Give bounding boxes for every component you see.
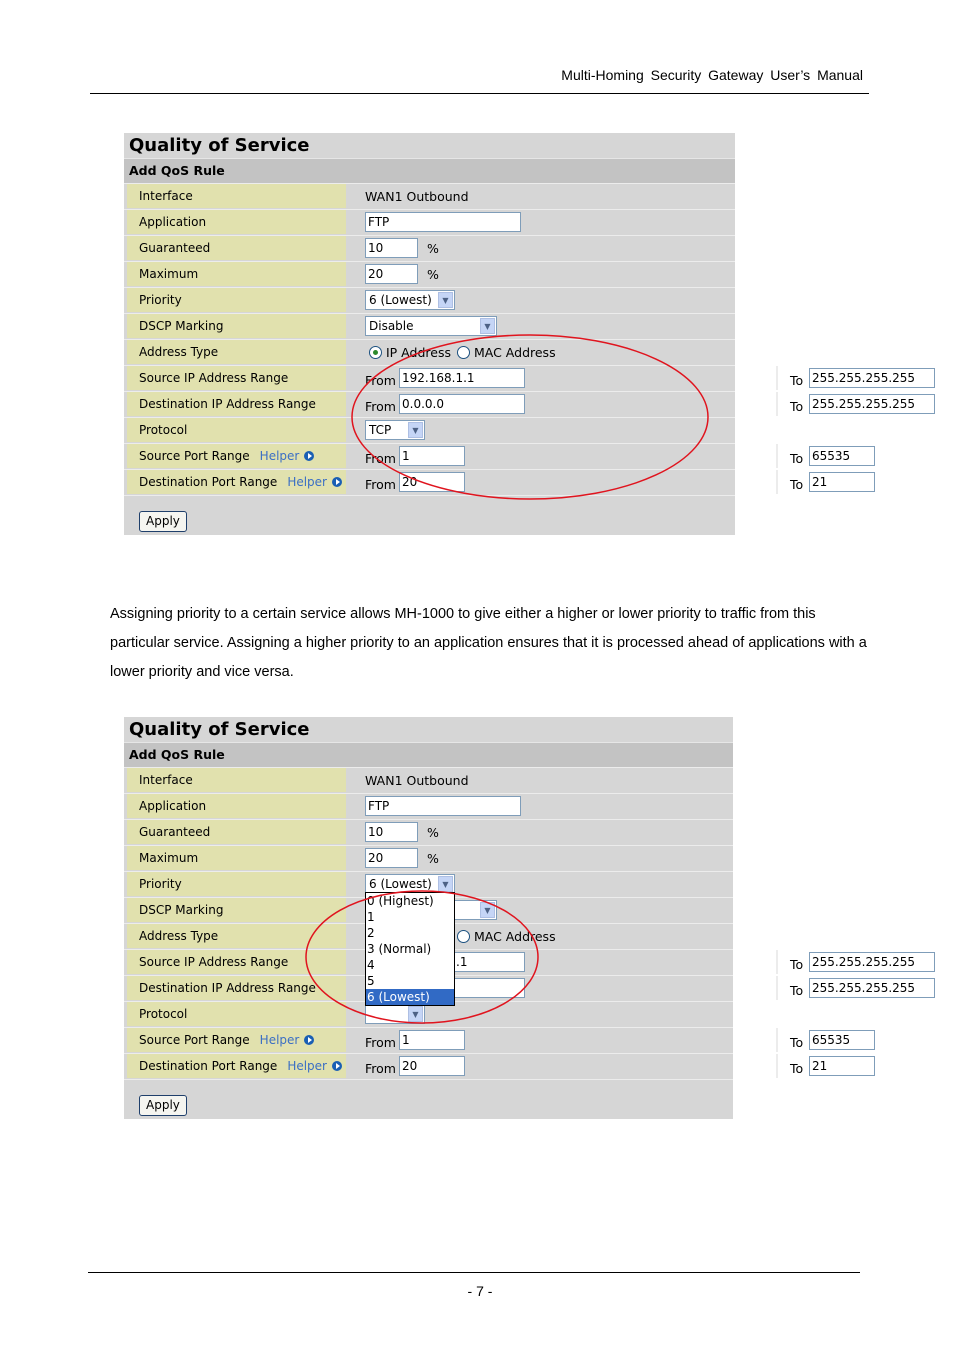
label-source-port <box>127 444 346 468</box>
label-interface: Interface <box>127 768 346 792</box>
column-separator <box>776 392 778 416</box>
dest-port-to-input[interactable]: 21 <box>809 1056 875 1076</box>
dest-ip-to-input[interactable]: 255.255.255.255 <box>809 978 935 998</box>
label-guaranteed: Guaranteed <box>127 820 346 844</box>
label-maximum: Maximum <box>127 846 346 870</box>
source-port-to-input[interactable]: 65535 <box>809 1030 875 1050</box>
source-port-from-input[interactable]: 1 <box>399 1030 465 1050</box>
label-priority: Priority <box>127 288 346 312</box>
label-protocol: Protocol <box>127 1002 346 1026</box>
dropdown-option[interactable]: 3 (Normal) <box>367 942 432 956</box>
apply-area <box>124 1079 733 1119</box>
protocol-select[interactable] <box>365 420 425 440</box>
label-application: Application <box>127 794 346 818</box>
dropdown-option-selected[interactable]: 6 (Lowest) <box>366 989 454 1005</box>
label-dscp: DSCP Marking <box>127 898 346 922</box>
manual-header-title: Multi-Homing Security Gateway User’s Manual <box>561 67 863 83</box>
label-dest-ip: Destination IP Address Range <box>127 392 346 416</box>
dropdown-option[interactable]: 4 <box>367 958 375 972</box>
apply-area <box>124 495 735 535</box>
source-port-to-input[interactable]: 65535 <box>809 446 875 466</box>
helper-link[interactable]: Helper <box>259 449 300 463</box>
label-priority: Priority <box>127 872 346 896</box>
to-label: To <box>790 1035 804 1050</box>
maximum-input[interactable]: 20 <box>365 848 418 868</box>
application-input[interactable]: FTP <box>365 796 521 816</box>
from-label: From <box>365 451 396 466</box>
panel-subtitle: Add QoS Rule <box>124 742 733 767</box>
radio-unselected-icon[interactable] <box>457 346 470 359</box>
radio-mac-address[interactable] <box>457 345 556 360</box>
dscp-select[interactable] <box>365 316 497 336</box>
radio-selected-icon[interactable] <box>369 346 382 359</box>
row-dest-ip <box>124 391 916 417</box>
percent-label: % <box>427 267 439 282</box>
dest-port-from-input[interactable]: 20 <box>399 1056 465 1076</box>
arrow-circle-icon[interactable] <box>332 477 342 487</box>
dest-port-label-text: Destination Port Range <box>139 1059 278 1073</box>
label-source-ip: Source IP Address Range <box>127 950 346 974</box>
page-number: - 7 - <box>467 1283 493 1299</box>
row-application <box>124 209 735 235</box>
row-dscp <box>124 313 735 339</box>
interface-value: WAN1 Outbound <box>365 773 469 788</box>
helper-link[interactable]: Helper <box>287 475 327 489</box>
chevron-down-icon[interactable]: ▼ <box>480 318 495 334</box>
radio-ip-address[interactable] <box>369 345 451 360</box>
label-dest-port <box>127 1054 346 1078</box>
from-label: From <box>365 1035 396 1050</box>
panel-title: Quality of Service <box>124 133 735 158</box>
column-separator <box>776 1028 778 1052</box>
label-address-type: Address Type <box>127 340 346 364</box>
to-label: To <box>790 451 804 466</box>
body-paragraph: Assigning priority to a certain service allows MH-1000 to give either a higher or lower priority to traffic from this particular service. Assigning a higher priority to an application ensures that it is processed ahead of applications with a lower priority and vice versa. <box>110 606 867 680</box>
priority-selected-value: 6 (Lowest) <box>369 293 432 307</box>
dest-port-from-input[interactable]: 20 <box>399 472 465 492</box>
dest-ip-to-input[interactable]: 255.255.255.255 <box>809 394 935 414</box>
qos-panel-2 <box>124 717 916 1119</box>
row-source-port <box>124 1027 851 1053</box>
row-guaranteed <box>124 235 735 261</box>
chevron-down-icon[interactable]: ▼ <box>438 876 453 892</box>
arrow-circle-icon[interactable] <box>304 451 314 461</box>
protocol-selected-value: TCP <box>369 423 392 437</box>
footer-rule <box>88 1272 860 1273</box>
maximum-input[interactable]: 20 <box>365 264 418 284</box>
column-separator <box>776 1054 778 1078</box>
dropdown-option[interactable]: 0 (Highest) <box>367 894 434 908</box>
to-label: To <box>790 1061 804 1076</box>
radio-mac-address[interactable] <box>457 929 556 944</box>
column-separator <box>776 950 778 974</box>
from-label: From <box>365 373 396 388</box>
dest-port-label-text: Destination Port Range <box>139 475 278 489</box>
guaranteed-input[interactable]: 10 <box>365 238 418 258</box>
dropdown-option[interactable]: 1 <box>367 910 375 924</box>
source-port-from-input[interactable]: 1 <box>399 446 465 466</box>
application-input[interactable]: FTP <box>365 212 521 232</box>
label-dest-ip: Destination IP Address Range <box>127 976 346 1000</box>
to-label: To <box>790 399 804 414</box>
label-maximum: Maximum <box>127 262 346 286</box>
row-source-port <box>124 443 851 469</box>
from-label: From <box>365 477 396 492</box>
chevron-down-icon[interactable]: ▼ <box>408 1006 423 1022</box>
source-port-label-text: Source Port Range <box>139 1033 250 1047</box>
priority-select[interactable] <box>365 874 455 894</box>
source-ip-to-input[interactable]: 255.255.255.255 <box>809 368 935 388</box>
guaranteed-input[interactable]: 10 <box>365 822 418 842</box>
arrow-circle-icon[interactable] <box>304 1035 314 1045</box>
from-label: From <box>365 399 396 414</box>
label-dest-port <box>127 470 346 494</box>
row-guaranteed <box>124 819 733 845</box>
label-source-ip: Source IP Address Range <box>127 366 346 390</box>
panel-subtitle: Add QoS Rule <box>124 158 735 183</box>
percent-label: % <box>427 241 439 256</box>
helper-link[interactable]: Helper <box>287 1059 327 1073</box>
from-label: From <box>365 1061 396 1076</box>
label-protocol: Protocol <box>127 418 346 442</box>
column-separator <box>776 444 778 468</box>
row-source-ip <box>124 365 916 391</box>
source-ip-to-input[interactable]: 255.255.255.255 <box>809 952 935 972</box>
priority-dropdown-list <box>365 892 455 1006</box>
label-application: Application <box>127 210 346 234</box>
radio-mac-label: MAC Address <box>473 345 556 360</box>
to-label: To <box>790 373 804 388</box>
apply-button[interactable]: Apply <box>139 1095 187 1116</box>
to-label: To <box>790 983 804 998</box>
dest-ip-from-input[interactable]: 0.0.0.0 <box>399 394 525 414</box>
panel-title: Quality of Service <box>124 717 733 742</box>
priority-select[interactable] <box>365 290 455 310</box>
apply-button[interactable]: Apply <box>139 511 187 532</box>
row-dest-port <box>124 469 828 495</box>
protocol-select[interactable] <box>365 1004 425 1024</box>
priority-selected-value: 6 (Lowest) <box>369 877 432 891</box>
dest-port-to-input[interactable]: 21 <box>809 472 875 492</box>
dscp-selected-value: Disable <box>369 319 414 333</box>
label-address-type: Address Type <box>127 924 346 948</box>
chevron-down-icon[interactable]: ▼ <box>408 422 423 438</box>
row-interface <box>124 183 735 209</box>
source-port-label-text: Source Port Range <box>139 449 250 463</box>
arrow-circle-icon[interactable] <box>332 1061 342 1071</box>
column-separator <box>776 470 778 494</box>
interface-value: WAN1 Outbound <box>365 189 469 204</box>
to-label: To <box>790 957 804 972</box>
row-protocol <box>124 417 735 443</box>
label-source-port <box>127 1028 346 1052</box>
dropdown-option[interactable]: 2 <box>367 926 375 940</box>
row-priority <box>124 287 735 313</box>
header-rule <box>90 93 869 94</box>
percent-label: % <box>427 851 439 866</box>
chevron-down-icon[interactable]: ▼ <box>438 292 453 308</box>
chevron-down-icon[interactable]: ▼ <box>480 902 495 918</box>
column-separator <box>776 976 778 1000</box>
helper-link[interactable]: Helper <box>259 1033 300 1047</box>
label-dscp: DSCP Marking <box>127 314 346 338</box>
dropdown-option[interactable]: 5 <box>367 974 375 988</box>
row-maximum <box>124 261 735 287</box>
to-label: To <box>790 477 804 492</box>
qos-panel-1 <box>124 133 916 535</box>
column-separator <box>776 366 778 390</box>
percent-label: % <box>427 825 439 840</box>
radio-unselected-icon[interactable] <box>457 930 470 943</box>
row-maximum <box>124 845 733 871</box>
label-guaranteed: Guaranteed <box>127 236 346 260</box>
row-dest-port <box>124 1053 828 1079</box>
row-application <box>124 793 733 819</box>
label-interface: Interface <box>127 184 346 208</box>
row-interface <box>124 767 733 793</box>
row-address-type <box>124 339 735 365</box>
radio-ip-label: IP Address <box>385 345 451 360</box>
radio-mac-label: MAC Address <box>473 929 556 944</box>
source-ip-from-input[interactable]: 192.168.1.1 <box>399 368 525 388</box>
source-ip-from-input[interactable]: .1 <box>399 952 525 972</box>
